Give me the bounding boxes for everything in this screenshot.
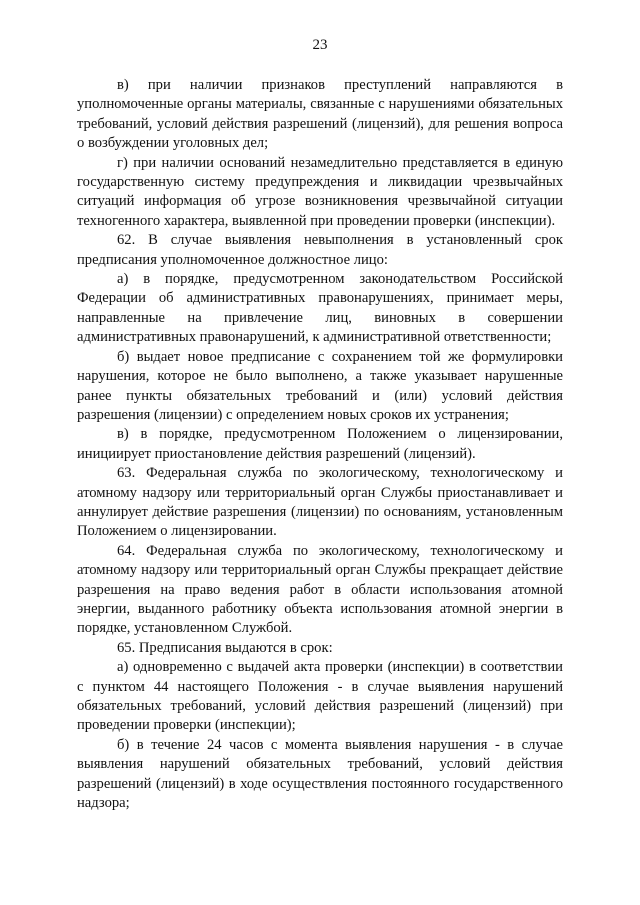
paragraph-62: 62. В случае выявления невыполнения в установленный срок предписания уполномоченное должностное лицо: (77, 232, 563, 268)
document-body (77, 76, 563, 813)
paragraph-63: 63. Федеральная служба по экологическому, технологическому и атомному надзору или территориальный орган Службы приостанавливает и аннулирует действие разрешения (лицензии) по основаниям, установленным Положением о лицензировании. (77, 465, 563, 540)
paragraph-3g: г) при наличии оснований незамедлительно представляется в единую государственную систему предупреждения и ликвидации чрезвычайных ситуаций информация об угрозе возникновения чрезвычайной ситуации техногенного характера, выявленной при проведении проверки (инспекции). (77, 154, 563, 229)
paragraph-62v: в) в порядке, предусмотренном Положением о лицензировании, инициирует приостановление действия разрешений (лицензий). (77, 426, 563, 462)
paragraph-64: 64. Федеральная служба по экологическому, технологическому и атомному надзору или территориальный орган Службы прекращает действие разрешения на право ведения работ в области использования атомной энергии, выданного работнику объекта использования атомной энергии в порядке, установленном Службой. (77, 542, 563, 637)
paragraph-65: 65. Предписания выдаются в срок: (117, 639, 333, 656)
paragraph-65a: а) одновременно с выдачей акта проверки (инспекции) в соответствии с пунктом 44 настоящего Положения - в случае выявления нарушений обязательных требований, условий действия разрешений (лицензий) при проведении проверки (инспекции); (77, 659, 563, 734)
paragraph-65b: б) в течение 24 часов с момента выявления нарушения - в случае выявления нарушений обязательных требований, условий действия разрешений (лицензий) в ходе осуществления постоянного государственного надзора; (77, 736, 563, 812)
page-number: 23 (312, 37, 328, 53)
paragraph-3v: в) при наличии признаков преступлений направляются в уполномоченные органы материалы, связанные с нарушениями обязательных требований, условий действия разрешений (лицензий), для решения вопроса о возбуждении уголовных дел; (77, 77, 563, 152)
paragraph-62b: б) выдает новое предписание с сохранением той же формулировки нарушения, которое не было выполнено, а также указывает нарушенные ранее пункты обязательных требований и (или) условий действия разрешения (лицензии) с определением новых сроков их устранения; (77, 348, 563, 423)
paragraph-62a: а) в порядке, предусмотренном законодательством Российской Федерации об административных правонарушениях, принимает меры, направленные на привлечение лиц, виновных в совершении административных правонарушений, к административной ответственности; (77, 271, 563, 346)
